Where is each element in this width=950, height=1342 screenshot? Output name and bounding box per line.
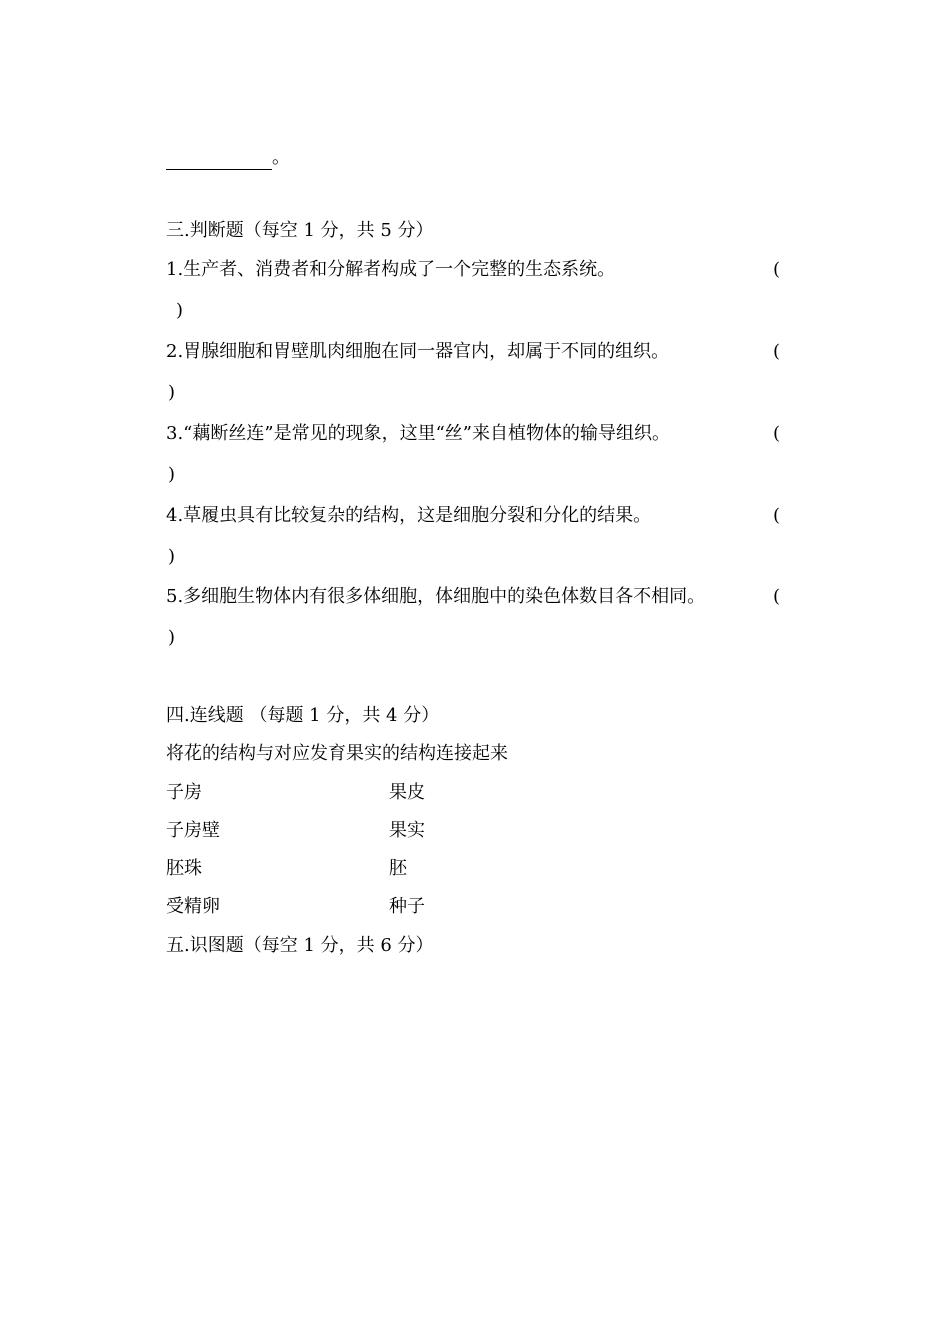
question-3-close-paren: ) [168,464,176,485]
section3-heading: 三.判断题（每空 1 分，共 5 分） [166,220,434,241]
question-4-text: 4.草履虫具有比较复杂的结构，这是细胞分裂和分化的结果。 [166,505,652,526]
section4-heading: 四.连线题 （每题 1 分，共 4 分） [166,705,440,726]
question-1-text: 1.生产者、消费者和分解者构成了一个完整的生态系统。 [166,259,616,280]
blank-underline [166,149,272,170]
question-2-close-paren: ) [168,382,176,403]
question-5-close-paren: ) [168,627,176,648]
fruit-structure-item: 果实 [389,820,425,841]
blank-suffix: 。 [272,147,290,168]
fruit-structure-item: 种子 [389,896,425,917]
question-2-open-paren: ( [773,341,781,362]
section4-instruction: 将花的结构与对应发育果实的结构连接起来 [166,743,508,764]
question-5-text: 5.多细胞生物体内有很多体细胞，体细胞中的染色体数目各不相同。 [166,586,706,607]
question-1-close-paren: ) [176,300,184,321]
flower-structure-item: 子房壁 [166,820,220,841]
answer-blank-line [166,146,290,170]
fruit-structure-item: 果皮 [389,782,425,803]
question-5-open-paren: ( [773,586,781,607]
question-4-open-paren: ( [773,505,781,526]
flower-structure-item: 胚珠 [166,858,202,879]
question-3-text: 3.“藕断丝连”是常见的现象，这里“丝”来自植物体的输导组织。 [166,423,670,444]
flower-structure-item: 子房 [166,782,202,803]
question-3-open-paren: ( [773,423,781,444]
question-2-text: 2.胃腺细胞和胃壁肌肉细胞在同一器官内，却属于不同的组织。 [166,341,670,362]
question-1-open-paren: ( [773,259,781,280]
question-4-close-paren: ) [168,546,176,567]
flower-structure-item: 受精卵 [166,896,220,917]
fruit-structure-item: 胚 [389,858,407,879]
section5-heading: 五.识图题（每空 1 分，共 6 分） [166,935,434,956]
